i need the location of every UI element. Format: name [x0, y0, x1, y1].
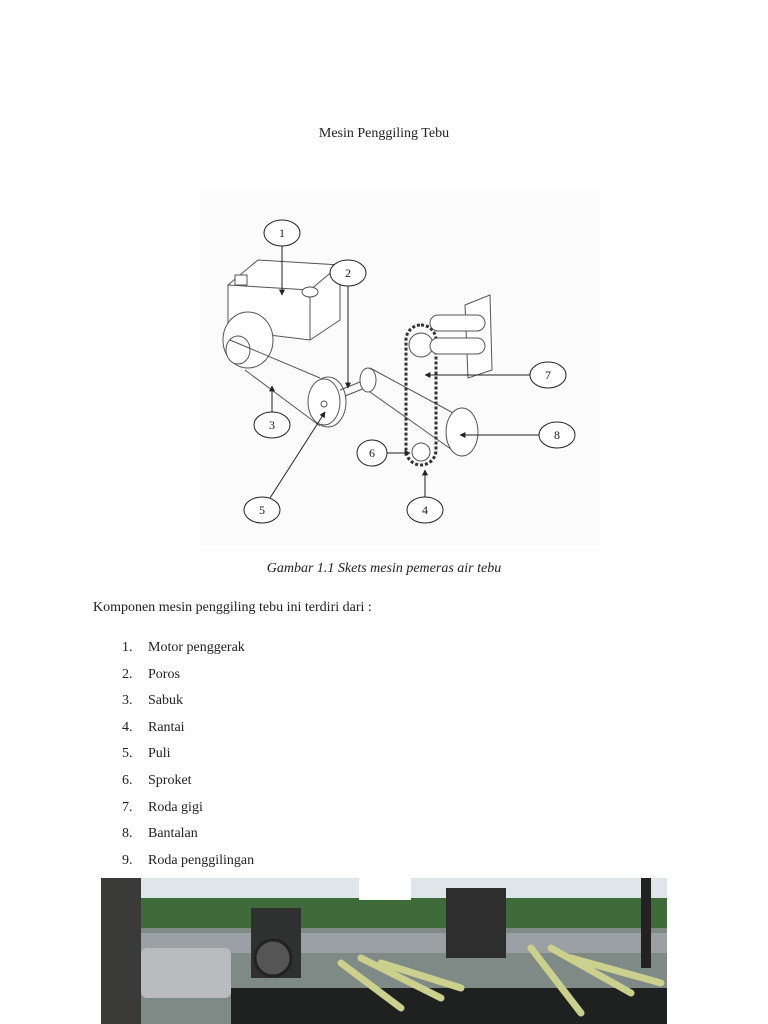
list-item: 3. Sabuk: [122, 693, 183, 709]
list-item: 4. Rantai: [122, 719, 185, 735]
callout-4: 4: [422, 503, 428, 517]
components-list: [122, 640, 254, 879]
pulley-drawing: [308, 377, 346, 427]
figure-caption: Gambar 1.1 Skets mesin pemeras air tebu: [266, 561, 502, 576]
callout-3: 3: [269, 418, 275, 432]
list-item: 6. Sproket: [122, 772, 192, 788]
list-item: 1. Motor penggerak: [122, 640, 245, 655]
list-item: 9. Roda penggilingan: [122, 852, 255, 868]
list-item: 7. Roda gigi: [122, 799, 203, 815]
list-item: 2. Poros: [122, 666, 180, 682]
machine-photo: [101, 878, 667, 1024]
callout-7: 7: [545, 368, 551, 382]
callout-8: 8: [554, 428, 560, 442]
list-item: 5. Puli: [122, 746, 171, 762]
callout-5: 5: [259, 503, 265, 517]
callout-2: 2: [345, 266, 351, 280]
callout-1: 1: [279, 226, 285, 240]
callout-6: 6: [369, 446, 375, 460]
list-item: 8. Bantalan: [122, 826, 198, 842]
components-intro: Komponen mesin penggiling tebu ini terdiri dari :: [93, 600, 372, 615]
machine-sketch-diagram: [200, 190, 600, 545]
page-title: Mesin Penggiling Tebu: [318, 126, 450, 141]
